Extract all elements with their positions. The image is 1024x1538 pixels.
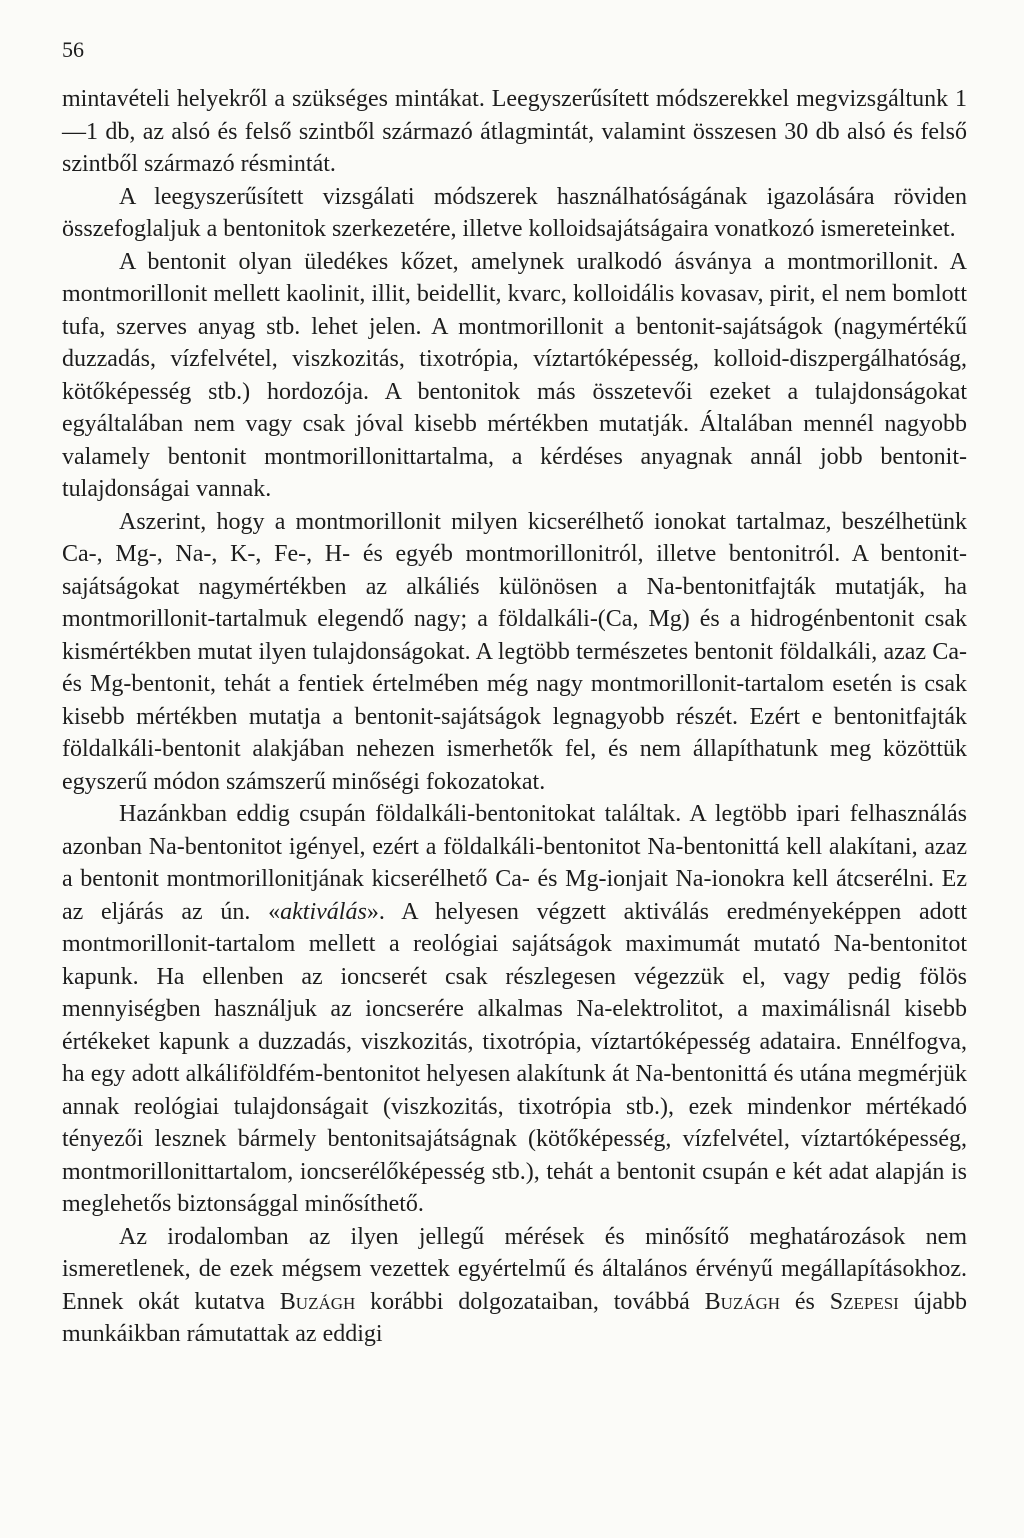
page-number: 56 xyxy=(62,37,84,62)
text-run: A leegyszerűsített vizsgálati módszerek használhatóságának igazolására röviden összefoglaljuk a bentonitok szerkezetére, illetve kolloidsajátságaira vonatkozó ismereteinket. xyxy=(62,183,967,242)
text-run: Az irodalomban az ilyen jellegű mérések és minősítő meghatározások nem ismeretlenek, de ezek mégsem vezettek egyértelmű és általános érvényű megállapításokhoz. Ennek okát kutatva xyxy=(62,1223,967,1315)
emphasis-text: aktiválás xyxy=(280,898,367,925)
text-run: A bentonit olyan üledékes kőzet, amelynek uralkodó ásványa a montmorillonit. A montmorillonit mellett kaolinit, illit, beidellit, kvarc, kolloidális kovasav, pirit, el nem bomlott tufa, szerves anyag stb. lehet jelen. A montmorillonit a bentonit-sajátságok (nagymértékű duzzadás, vízfelvétel, viszkozitás, tixotrópia, víztartóképesség, kolloid-diszpergálhatóság, kötőképesség stb.) hordozója. A bentonitok más összetevői ezeket a tulajdonságokat egyáltalában nem vagy csak jóval kisebb mértékben mutatják. Általában mennél nagyobb valamely bentonit montmorillonittartalma, a kérdéses anyagnak annál jobb bentonit-tulajdonságai vannak. xyxy=(62,248,967,502)
text-run: korábbi dolgozataiban, továbbá xyxy=(355,1288,705,1315)
text-run: mintavételi helyekről a szükséges mintákat. Leegyszerűsített módszerekkel megvizsgáltunk 1—1 db, az alsó és felső szintből származó átlagmintát, valamint összesen 30 db alsó és felső szintből származó résmintát. xyxy=(62,86,967,177)
author-name: Buzágh xyxy=(704,1288,781,1315)
paragraph xyxy=(62,1221,967,1351)
body-text xyxy=(62,83,967,1351)
paragraph xyxy=(62,83,967,181)
text-run: Aszerint, hogy a montmorillonit milyen kicserélhető ionokat tartalmaz, beszélhetünk Ca-, Mg-, Na-, K-, Fe-, H- és egyéb montmorillonitról, illetve bentonitról. A bentonit-sajátságokat nagymértékben az alkáliés különösen a Na-bentonitfajták mutatják, ha montmorillonit-tartalmuk elegendő nagy; a földalkáli-(Ca, Mg) és a hidrogénbentonit csak kismértékben mutat ilyen tulajdonságokat. A legtöbb természetes bentonit földalkáli, azaz Ca- és Mg-bentonit, tehát a fentiek értelmében még nagy montmorillonit-tartalom esetén is csak kisebb mértékben mutatja a bentonit-sajátságok legnagyobb részét. Ezért e bentonitfajták földalkáli-bentonit alakjában nehezen ismerhetők fel, és nem állapíthatunk meg közöttük egyszerű módon számszerű minőségi fokozatokat. xyxy=(62,508,967,795)
paragraph xyxy=(62,798,967,1221)
paragraph xyxy=(62,506,967,799)
author-name: Szepesi xyxy=(829,1288,899,1315)
paragraph xyxy=(62,181,967,246)
text-run: újabb munkáikban rámutattak az eddigi xyxy=(62,1288,967,1347)
text-run: ». A helyesen végzett aktiválás eredményeképpen adott montmorillonit-tartalom mellett a reológiai sajátságok maximumát mutató Na-bentonitot kapunk. Ha ellenben az ioncserét csak részlegesen végezzük el, vagy pedig fölös mennyiségben használjuk az ioncserére alkalmas Na-elektrolitot, a maximálisnál kisebb értékeket kapunk a duzzadás, viszkozitás, tixotrópia, víztartóképesség adataira. Ennélfogva, ha egy adott alkáliföldfém-bentonitot helyesen alakítunk át Na-bentonittá és utána megmérjük annak reológiai tulajdonságait (viszkozitás, tixotrópia stb.), ezek mindenkor mértékadó tényezői lesznek bármely bentonitsajátságnak (kötőképesség, vízfelvétel, víztartóképesség, montmorillonittartalom, ioncserélőképesség stb.), tehát a bentonit csupán e két adat alapján is meglehetős biztonsággal minősíthető. xyxy=(62,898,967,1217)
text-run: és xyxy=(780,1288,830,1315)
paragraph xyxy=(62,246,967,506)
author-name: Buzágh xyxy=(279,1288,356,1315)
text-run: Hazánkban eddig csupán földalkáli-bentonitokat találtak. A legtöbb ipari felhasználás azonban Na-bentonitot igényel, ezért a földalkáli-bentonitot Na-bentonittá kell alakítani, azaz a bentonit montmorillonitjának kicserélhető Ca- és Mg-ionjait Na-ionokra kell átcserélni. Ez az eljárás az ún. « xyxy=(62,801,967,925)
